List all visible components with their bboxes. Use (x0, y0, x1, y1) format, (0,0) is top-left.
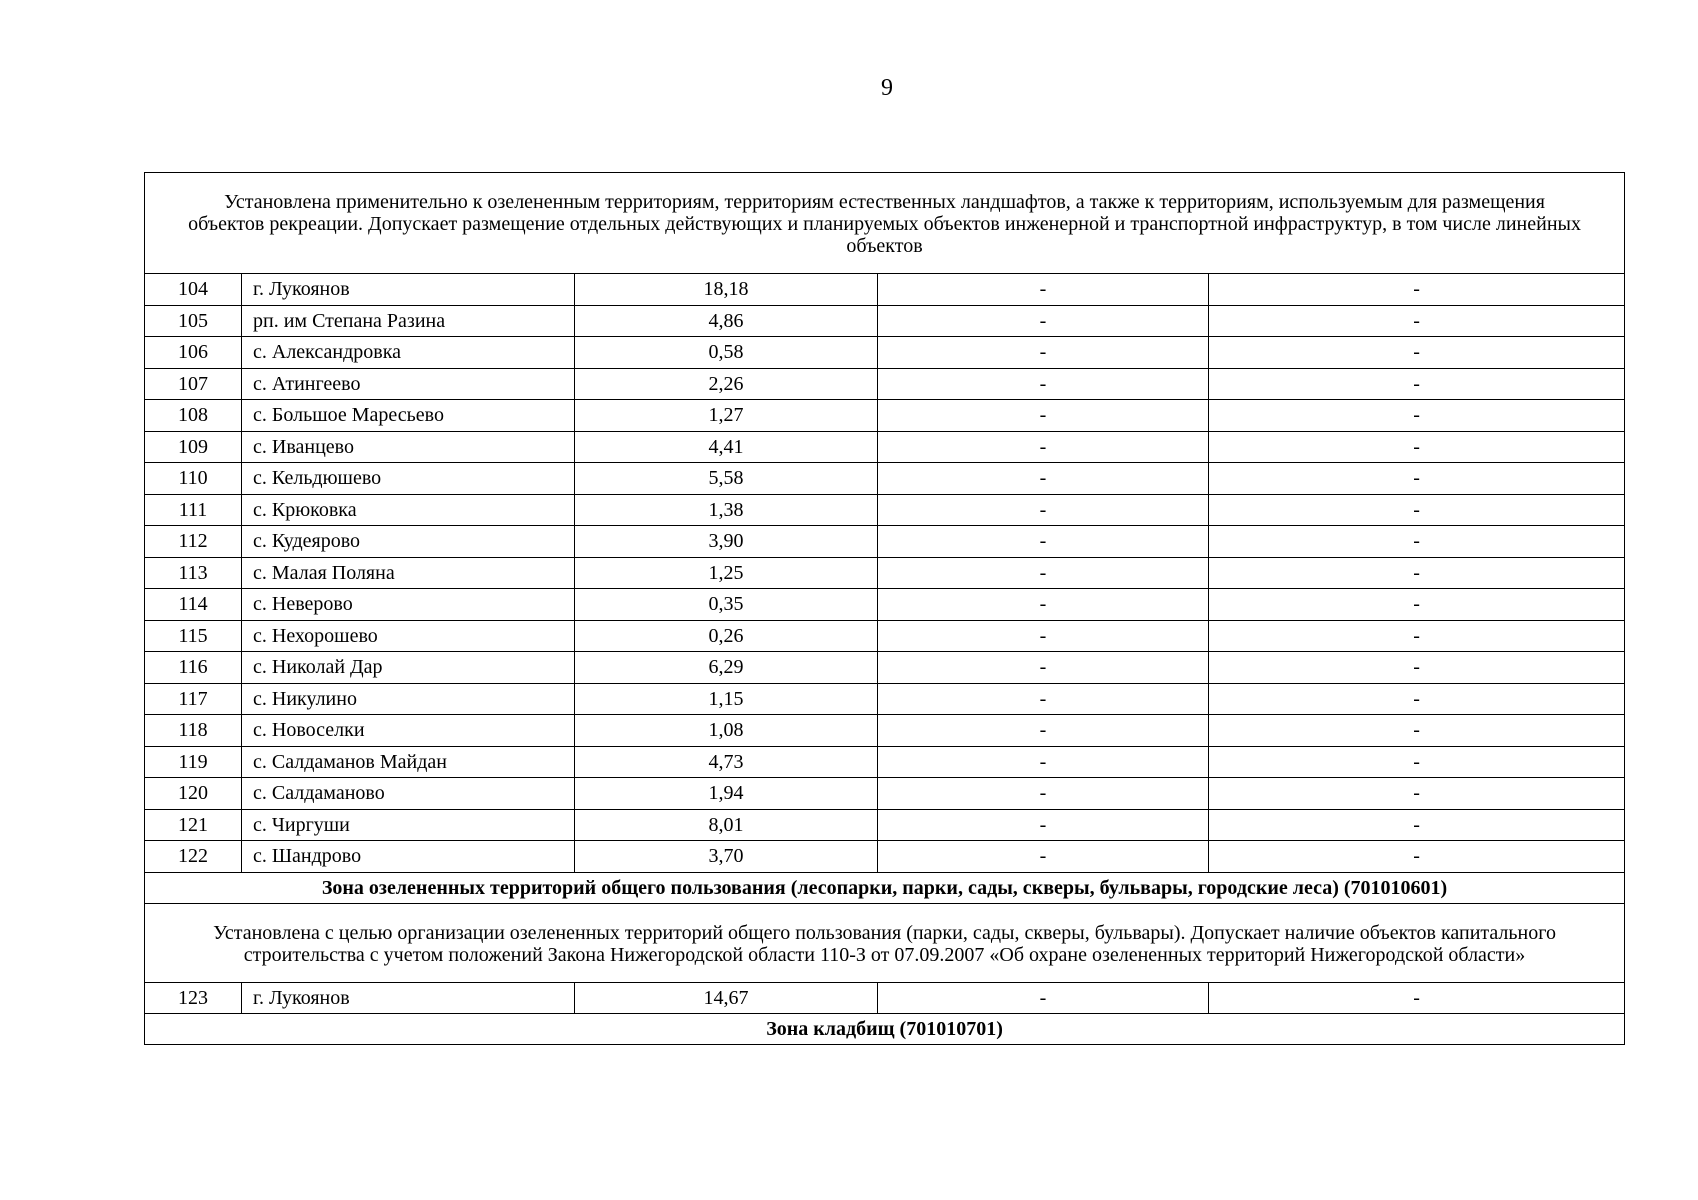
table-row (145, 526, 1625, 558)
column-4-value: - (878, 337, 1209, 369)
table-row (145, 652, 1625, 684)
area-value: 2,26 (575, 368, 878, 400)
column-4-value: - (878, 431, 1209, 463)
row-number: 113 (145, 557, 242, 589)
row-number: 107 (145, 368, 242, 400)
settlement-name: с. Александровка (242, 337, 575, 369)
row-number: 119 (145, 746, 242, 778)
table-row (145, 778, 1625, 810)
zone-heading-row (145, 1014, 1625, 1045)
zone-heading: Зона кладбищ (701010701) (145, 1014, 1625, 1045)
column-5-value: - (1209, 526, 1625, 558)
settlement-name: с. Николай Дар (242, 652, 575, 684)
settlement-name: с. Кельдюшево (242, 463, 575, 495)
settlement-name: с. Кудеярово (242, 526, 575, 558)
column-4-value: - (878, 274, 1209, 306)
settlement-name: г. Лукоянов (242, 982, 575, 1014)
zone-heading: Зона озелененных территорий общего пользования (лесопарки, парки, сады, скверы, бульвары, городские леса) (701010601) (145, 872, 1625, 903)
row-number: 106 (145, 337, 242, 369)
zone-description-row (145, 173, 1625, 274)
row-number: 104 (145, 274, 242, 306)
column-5-value: - (1209, 337, 1625, 369)
area-value: 6,29 (575, 652, 878, 684)
column-4-value: - (878, 305, 1209, 337)
row-number: 122 (145, 841, 242, 873)
column-4-value: - (878, 400, 1209, 432)
row-number: 118 (145, 715, 242, 747)
row-number: 112 (145, 526, 242, 558)
table-row (145, 494, 1625, 526)
column-5-value: - (1209, 274, 1625, 306)
settlement-name: с. Чиргуши (242, 809, 575, 841)
area-value: 1,15 (575, 683, 878, 715)
column-5-value: - (1209, 557, 1625, 589)
table-row (145, 400, 1625, 432)
area-value: 0,35 (575, 589, 878, 621)
column-4-value: - (878, 778, 1209, 810)
settlement-name: с. Крюковка (242, 494, 575, 526)
table-row (145, 683, 1625, 715)
table-row (145, 557, 1625, 589)
column-5-value: - (1209, 778, 1625, 810)
area-value: 1,94 (575, 778, 878, 810)
column-5-value: - (1209, 494, 1625, 526)
table-row (145, 589, 1625, 621)
row-number: 105 (145, 305, 242, 337)
column-4-value: - (878, 526, 1209, 558)
table-row (145, 305, 1625, 337)
area-value: 14,67 (575, 982, 878, 1014)
settlement-name: с. Новоселки (242, 715, 575, 747)
row-number: 111 (145, 494, 242, 526)
area-value: 1,27 (575, 400, 878, 432)
column-4-value: - (878, 809, 1209, 841)
table-row (145, 463, 1625, 495)
area-value: 1,38 (575, 494, 878, 526)
row-number: 123 (145, 982, 242, 1014)
column-5-value: - (1209, 620, 1625, 652)
column-5-value: - (1209, 589, 1625, 621)
settlement-name: г. Лукоянов (242, 274, 575, 306)
row-number: 109 (145, 431, 242, 463)
settlement-name: с. Неверово (242, 589, 575, 621)
column-5-value: - (1209, 368, 1625, 400)
column-5-value: - (1209, 683, 1625, 715)
column-5-value: - (1209, 463, 1625, 495)
table-row (145, 746, 1625, 778)
settlement-name: с. Малая Поляна (242, 557, 575, 589)
settlement-name: с. Атингеево (242, 368, 575, 400)
table-row (145, 715, 1625, 747)
area-value: 1,08 (575, 715, 878, 747)
column-4-value: - (878, 620, 1209, 652)
column-5-value: - (1209, 841, 1625, 873)
settlement-name: с. Шандрово (242, 841, 575, 873)
column-5-value: - (1209, 400, 1625, 432)
column-5-value: - (1209, 746, 1625, 778)
row-number: 117 (145, 683, 242, 715)
zone-description-row (145, 903, 1625, 982)
table-row (145, 809, 1625, 841)
zones-table (144, 172, 1625, 1045)
settlement-name: с. Иванцево (242, 431, 575, 463)
table-row (145, 337, 1625, 369)
column-4-value: - (878, 557, 1209, 589)
settlement-name: с. Нехорошево (242, 620, 575, 652)
row-number: 114 (145, 589, 242, 621)
column-5-value: - (1209, 431, 1625, 463)
column-5-value: - (1209, 982, 1625, 1014)
table-row (145, 274, 1625, 306)
column-4-value: - (878, 715, 1209, 747)
row-number: 120 (145, 778, 242, 810)
page-number: 9 (881, 75, 893, 101)
area-value: 0,58 (575, 337, 878, 369)
column-5-value: - (1209, 652, 1625, 684)
table-row (145, 841, 1625, 873)
area-value: 8,01 (575, 809, 878, 841)
row-number: 110 (145, 463, 242, 495)
column-4-value: - (878, 368, 1209, 400)
table-row (145, 431, 1625, 463)
column-5-value: - (1209, 809, 1625, 841)
zones-table-body (145, 173, 1625, 1045)
row-number: 108 (145, 400, 242, 432)
area-value: 4,86 (575, 305, 878, 337)
zone-heading-row (145, 872, 1625, 903)
column-4-value: - (878, 746, 1209, 778)
settlement-name: с. Салдаманово (242, 778, 575, 810)
column-4-value: - (878, 652, 1209, 684)
table-row (145, 982, 1625, 1014)
table-row (145, 620, 1625, 652)
area-value: 1,25 (575, 557, 878, 589)
row-number: 121 (145, 809, 242, 841)
area-value: 0,26 (575, 620, 878, 652)
area-value: 3,90 (575, 526, 878, 558)
zone-description: Установлена с целью организации озелененных территорий общего пользования (парки, сады, скверы, бульвары). Допускает наличие объектов капитального строительства с учетом положений Закона Нижегородской области 110-З от 07.09.2007 «Об охране озелененных территорий Нижегородской области» (145, 903, 1625, 982)
settlement-name: с. Салдаманов Майдан (242, 746, 575, 778)
zone-description: Установлена применительно к озелененным территориям, территориям естественных ландшафтов, а также к территориям, используемым для размещения объектов рекреации. Допускает размещение отдельных действующих и планируемых объектов инженерной и транспортной инфраструктур, в том числе линейных объектов (145, 173, 1625, 274)
row-number: 115 (145, 620, 242, 652)
settlement-name: с. Никулино (242, 683, 575, 715)
column-4-value: - (878, 589, 1209, 621)
column-4-value: - (878, 982, 1209, 1014)
settlement-name: с. Большое Маресьево (242, 400, 575, 432)
column-4-value: - (878, 494, 1209, 526)
column-4-value: - (878, 841, 1209, 873)
column-5-value: - (1209, 715, 1625, 747)
area-value: 4,73 (575, 746, 878, 778)
table-row (145, 368, 1625, 400)
area-value: 18,18 (575, 274, 878, 306)
area-value: 4,41 (575, 431, 878, 463)
column-5-value: - (1209, 305, 1625, 337)
row-number: 116 (145, 652, 242, 684)
area-value: 3,70 (575, 841, 878, 873)
column-4-value: - (878, 683, 1209, 715)
area-value: 5,58 (575, 463, 878, 495)
column-4-value: - (878, 463, 1209, 495)
settlement-name: рп. им Степана Разина (242, 305, 575, 337)
